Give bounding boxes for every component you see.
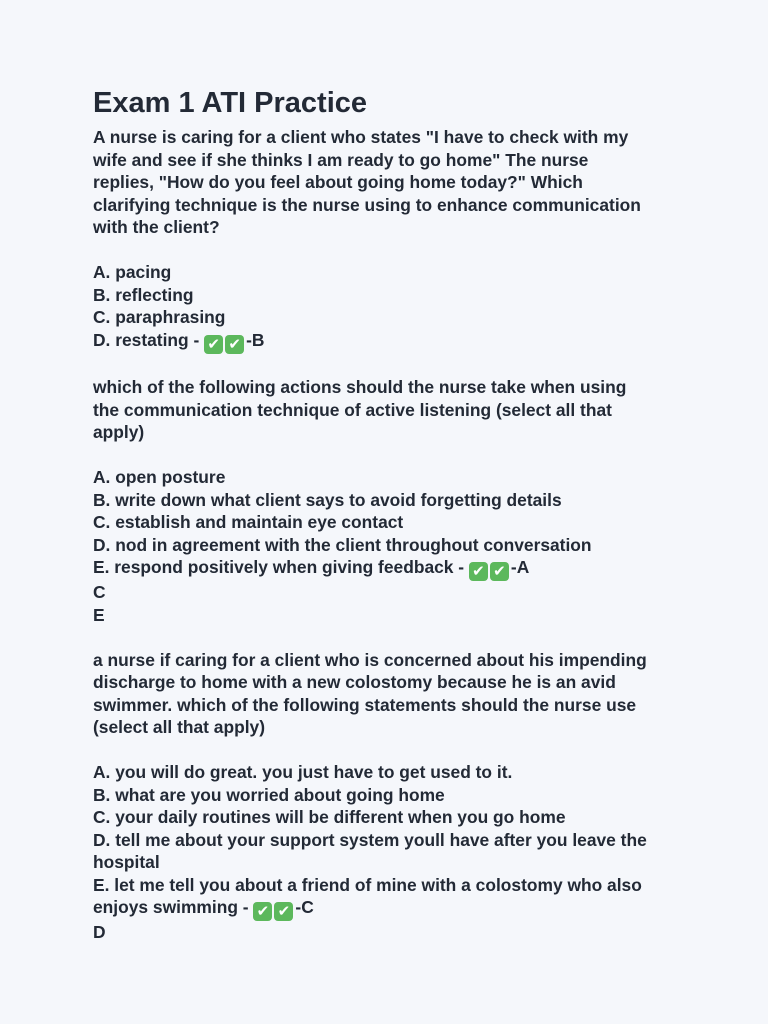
question-stem-line: the communication technique of active listening (select all that xyxy=(93,399,612,420)
answer-key: -A xyxy=(510,557,530,577)
question-stem-line: clarifying technique is the nurse using to enhance communication xyxy=(93,194,641,215)
question-stem-line: replies, "How do you feel about going home today?" Which xyxy=(93,172,583,192)
question-3-stem xyxy=(93,649,688,739)
answer-option-text: enjoys swimming - xyxy=(93,897,254,917)
check-mark-icon xyxy=(274,902,293,921)
answer-option: E. let me tell you about a friend of mine with a colostomy who also xyxy=(93,874,642,895)
answer-option-with-key xyxy=(93,896,688,921)
answer-option: D. nod in agreement with the client throughout conversation xyxy=(93,534,592,555)
question-stem-line: (select all that apply) xyxy=(93,717,266,737)
question-3-options xyxy=(93,761,688,944)
answer-option-text: D. restating - xyxy=(93,329,205,350)
answer-option: D. tell me about your support system youll have after you leave the xyxy=(93,829,647,850)
check-mark-icon xyxy=(225,335,244,354)
answer-option: B. what are you worried about going home xyxy=(93,784,445,805)
question-stem-line: which of the following actions should the nurse take when using xyxy=(93,377,627,397)
check-mark-icon xyxy=(490,562,509,581)
answer-key: -B xyxy=(246,329,265,350)
answer-option-with-key xyxy=(93,329,688,354)
answer-option: B. reflecting xyxy=(93,284,194,305)
answer-option: C. establish and maintain eye contact xyxy=(93,512,404,532)
answer-option: B. write down what client says to avoid forgetting details xyxy=(93,489,562,510)
question-stem-line: A nurse is caring for a client who states "I have to check with my xyxy=(93,127,629,147)
question-stem-line: discharge to home with a new colostomy because he is an avid xyxy=(93,672,616,692)
question-1-options xyxy=(93,261,688,354)
question-2-stem xyxy=(93,376,688,444)
answer-option: A. you will do great. you just have to get used to it. xyxy=(93,762,513,782)
answer-option-with-key xyxy=(93,556,688,581)
answer-option-text: E. respond positively when giving feedback - xyxy=(93,557,469,577)
page-title: Exam 1 ATI Practice xyxy=(93,87,368,119)
answer-key: -C xyxy=(295,897,314,917)
question-stem-line: swimmer. which of the following statements should the nurse use xyxy=(93,694,637,715)
answer-option: hospital xyxy=(93,852,160,872)
check-mark-icon xyxy=(469,562,488,581)
check-mark-icon xyxy=(204,335,223,354)
question-stem-line: apply) xyxy=(93,422,145,442)
check-mark-icon xyxy=(253,902,272,921)
question-2-options xyxy=(93,466,688,626)
answer-option: A. pacing xyxy=(93,262,172,282)
answer-key-extra: E xyxy=(93,604,105,625)
answer-option: C. paraphrasing xyxy=(93,307,226,327)
answer-option: C. your daily routines will be different when you go home xyxy=(93,807,566,827)
answer-key-extra: C xyxy=(93,582,106,602)
question-1-stem xyxy=(93,126,688,239)
answer-key-extra: D xyxy=(93,922,106,942)
question-stem-line: wife and see if she thinks I am ready to go home" The nurse xyxy=(93,149,589,170)
question-stem-line: with the client? xyxy=(93,217,220,237)
answer-option: A. open posture xyxy=(93,467,226,487)
question-stem-line: a nurse if caring for a client who is concerned about his impending xyxy=(93,649,647,670)
